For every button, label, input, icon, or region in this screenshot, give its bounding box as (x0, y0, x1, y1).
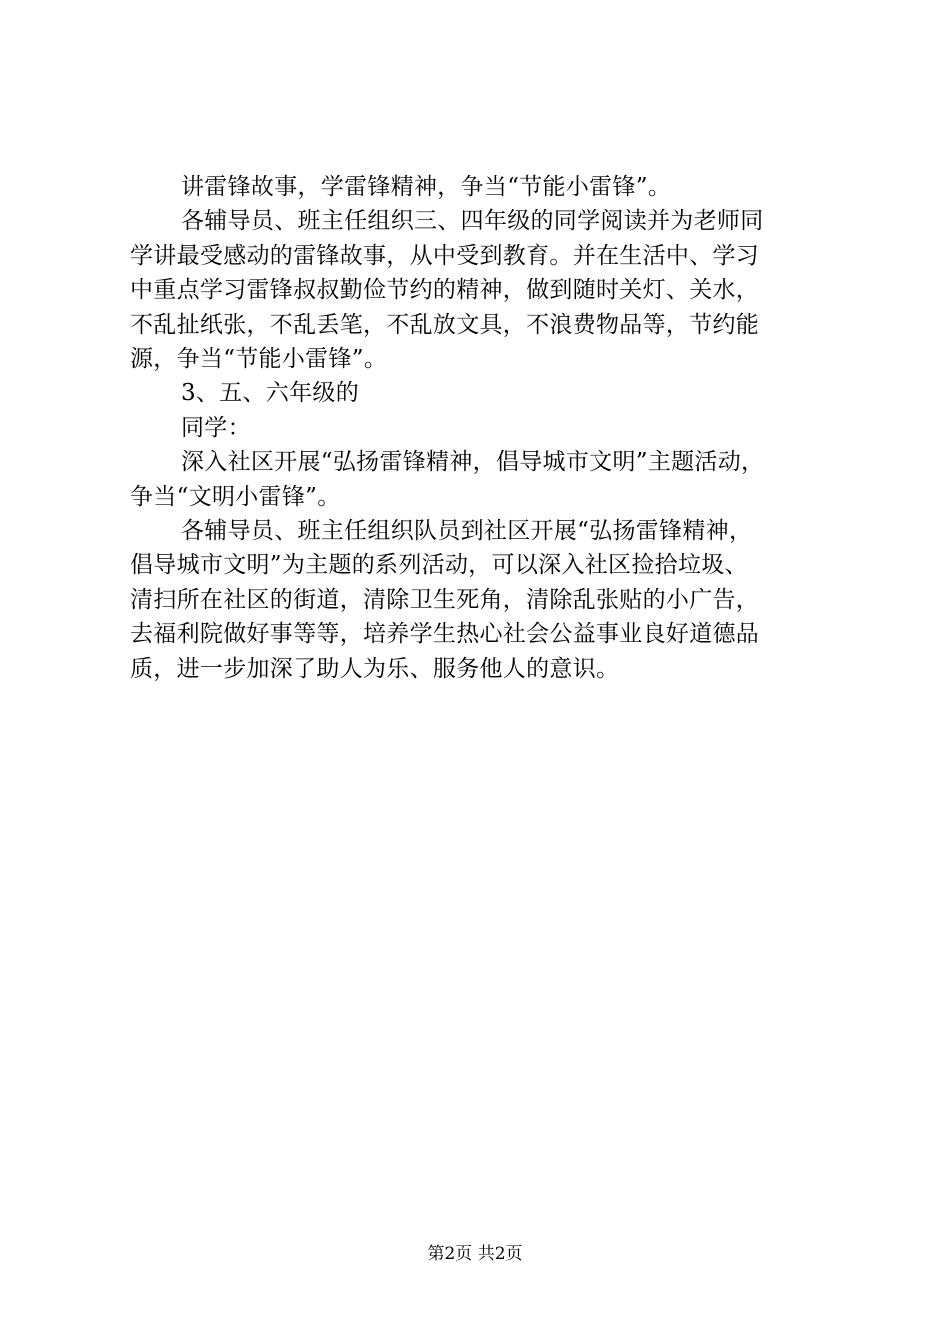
paragraph-line: 清扫所在社区的街道，清除卫生死角，清除乱张贴的小广告， (130, 586, 760, 613)
paragraph-line: 深入社区开展“弘扬雷锋精神，倡导城市文明”主题活动， (181, 449, 765, 476)
paragraph-line: 各辅导员、班主任组织队员到社区开展“弘扬雷锋精神， (181, 518, 753, 545)
paragraph-line: 质，进一步加深了助人为乐、服务他人的意识。 (130, 655, 620, 682)
paragraph-line: 倡导城市文明”为主题的系列活动，可以深入社区捡拾垃圾、 (130, 552, 748, 579)
paragraph-line: 讲雷锋故事，学雷锋精神，争当“节能小雷锋”。 (181, 174, 672, 200)
paragraph-line: 去福利院做好事等等，培养学生热心社会公益事业良好道德品 (130, 621, 760, 648)
page-number-label: 第2页 共2页 (427, 1244, 523, 1264)
paragraph-line: 学讲最受感动的雷锋故事，从中受到教育。并在生活中、学习 (130, 242, 760, 269)
paragraph-line: 争当“文明小雷锋”。 (130, 483, 341, 510)
document-body (130, 170, 835, 686)
section-heading-continued: 同学： (181, 414, 251, 441)
section-heading: 3、五、六年级的 (181, 380, 360, 407)
paragraph-line: 不乱扯纸张，不乱丢笔，不乱放文具，不浪费物品等，节约能 (130, 311, 760, 338)
paragraph-line: 中重点学习雷锋叔叔勤俭节约的精神，做到随时关灯、关水， (130, 277, 760, 304)
paragraph-line: 各辅导员、班主任组织三、四年级的同学阅读并为老师同 (181, 208, 764, 235)
paragraph-line: 源，争当“节能小雷锋”。 (130, 346, 388, 373)
page-footer (0, 1242, 950, 1266)
